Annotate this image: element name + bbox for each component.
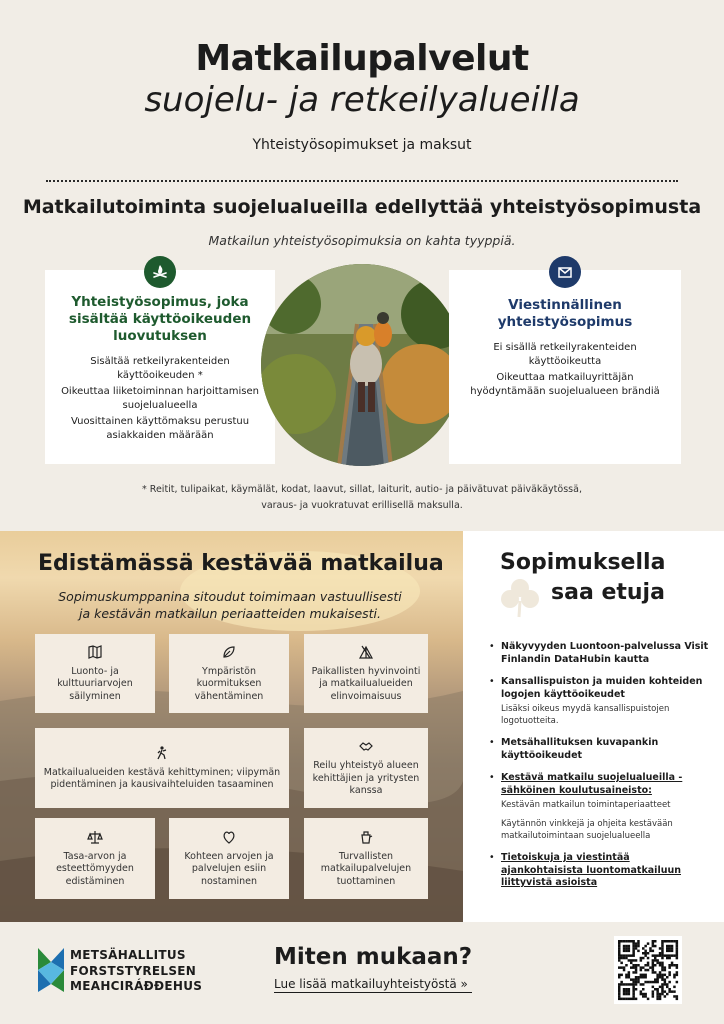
cta-heading: Miten mukaan?: [274, 944, 473, 970]
sustainable-heading: Edistämässä kestävää matkailua: [38, 551, 444, 576]
agreement-line: Oikeuttaa liiketoiminnan harjoittamisen suojelualueella: [61, 386, 259, 411]
page-subtitle: suojelu- ja retkeilyalueilla: [144, 80, 580, 120]
agreements-heading: Matkailutoiminta suojelualueilla edellyttää yhteistyösopimusta: [22, 196, 702, 218]
agreement-card-lines: [45, 355, 275, 442]
agreement-card-lines: [449, 341, 681, 398]
sustainable-subheading: Sopimuskumppanina sitoudut toimimaan vastuullisesti ja kestävän matkailun periaatteiden mukaisesti.: [58, 589, 402, 621]
learn-more-link[interactable]: Lue lisää matkailuyhteistyöstä »: [274, 977, 468, 991]
agreement-line: Oikeuttaa matkailuyrittäjän hyödyntämään suojelualueen brändiä: [470, 372, 660, 397]
agreements-intro: Matkailun yhteistyösopimuksia on kahta tyyppiä.: [208, 233, 516, 248]
map-icon: [87, 644, 103, 660]
divider: [46, 180, 678, 182]
tile-nature-culture: Luonto- ja kulttuuriarvojen säilyminen: [35, 634, 155, 713]
tile-local-wellbeing: Paikallisten hyvinvointi ja matkailualueiden elinvoimaisuus: [304, 634, 428, 713]
agreement-card-title: Yhteistyösopimus, joka sisältää käyttöoikeuden luovutuksen: [68, 294, 252, 344]
page-title: Matkailupalvelut: [195, 38, 529, 79]
scale-icon: [87, 829, 103, 845]
hikers-photo: [261, 264, 463, 466]
tile-cooperation: Reilu yhteistyö alueen kehittäjien ja yritysten kanssa: [304, 728, 428, 808]
leaf-icon: [221, 644, 237, 660]
agreement-line: Sisältää retkeilyrakenteiden käyttöoikeuden *: [90, 356, 230, 381]
tent-icon: [358, 644, 374, 660]
link-underline: [274, 992, 472, 993]
benefit-item: • Näkyvyyden Luontoon-palvelussa Visit Finlandin DataHubin kautta: [489, 641, 714, 666]
agreement-card-title: Viestinnällinen yhteistyösopimus: [497, 297, 633, 330]
tile-development: Matkailualueiden kestävä kehittyminen; viipymän pidentäminen ja kausivaihteluiden tasaaminen: [35, 728, 289, 808]
metsahallitus-logo: [38, 948, 64, 992]
agreement-line: Ei sisällä retkeilyrakenteiden käyttöoikeutta: [493, 342, 637, 367]
benefit-item-link[interactable]: • Tietoiskuja ja viestintää ajankohtaisista luontomatkailuun liittyvistä asioista: [489, 852, 714, 890]
page-kicker: Yhteistyösopimukset ja maksut: [252, 137, 472, 153]
benefits-heading-line2: saa etuja: [551, 580, 665, 605]
kettle-icon: [358, 829, 374, 845]
tile-equality: Tasa-arvon ja esteettömyyden edistäminen: [35, 818, 155, 899]
benefits-list: [489, 641, 714, 900]
hiker-icon: [154, 745, 170, 761]
tile-safety: Turvallisten matkailupalvelujen tuottaminen: [304, 818, 428, 899]
tile-environment: Ympäristön kuormituksen vähentäminen: [169, 634, 289, 713]
agreement-line: Vuosittainen käyttömaksu perustuu asiakkaiden määrään: [70, 416, 250, 441]
benefits-section: [463, 531, 724, 922]
handshake-icon: [358, 738, 374, 754]
benefits-heading-line1: Sopimuksella: [500, 550, 666, 575]
agreement-card-communication: [449, 270, 681, 464]
agreement-card-usage: [45, 270, 275, 464]
tile-values: Kohteen arvojen ja palvelujen esiin nostaminen: [169, 818, 289, 899]
benefit-item-link[interactable]: • Kestävä matkailu suojelualueilla -sähköinen koulutusaineisto: Kestävän matkailun toimintaperiaatteet Käytännön vinkkejä ja ohjeita kestävään matkailutoimintaan suojelualueella: [489, 772, 714, 842]
clover-icon: [497, 575, 543, 621]
benefit-item: • Kansallispuiston ja muiden kohteiden logojen käyttöoikeudet Lisäksi oikeus myydä kansallispuistojen logotuotteita.: [489, 676, 714, 727]
organisation-name: METSÄHALLITUS FORSTSTYRELSEN MEAHCIRÁÐĐEHUS: [70, 948, 203, 993]
footnote: * Reitit, tulipaikat, käymälät, kodat, laavut, sillat, laiturit, autio- ja päivätuvat päiväkäytössä, varaus- ja vuokratuvat erillisellä maksulla.: [142, 484, 582, 511]
qr-code[interactable]: [614, 936, 682, 1004]
benefit-item: • Metsähallituksen kuvapankin käyttöoikeudet: [489, 737, 714, 762]
campfire-icon: [144, 256, 176, 288]
sustainable-section: [0, 531, 463, 922]
heart-leaf-icon: [221, 829, 237, 845]
envelope-icon: [549, 256, 581, 288]
